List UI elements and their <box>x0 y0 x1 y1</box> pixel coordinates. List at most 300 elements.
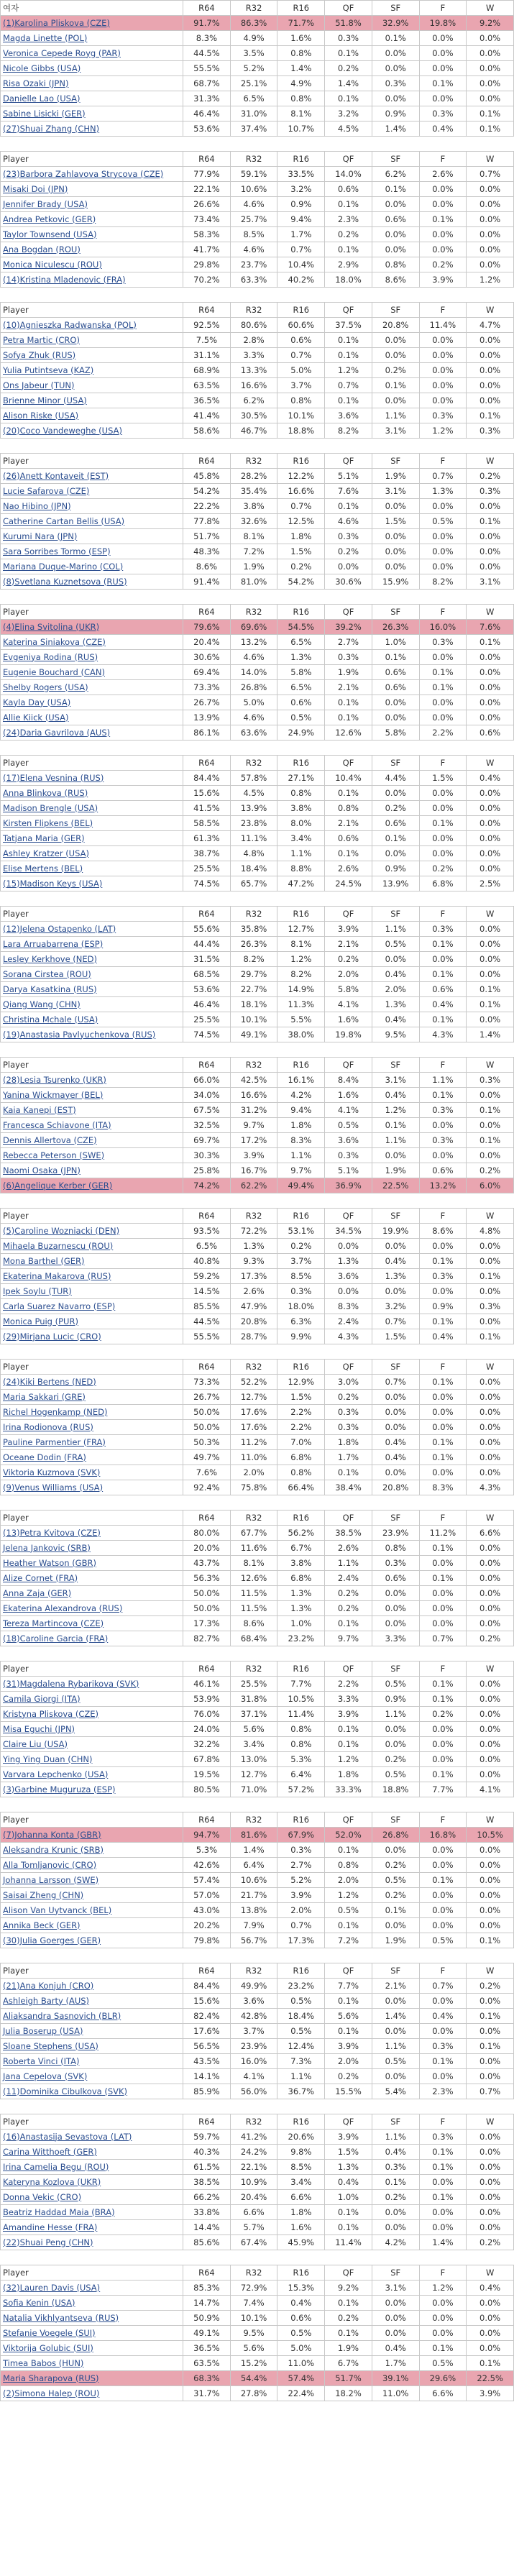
player-name-link[interactable]: (8)Svetlana Kuznetsova (RUS) <box>1 574 183 590</box>
player-row[interactable] <box>1 1012 514 1027</box>
player-row[interactable] <box>1 182 514 197</box>
player-name-link[interactable]: (24)Kiki Bertens (NED) <box>1 1375 183 1390</box>
player-row[interactable] <box>1 1118 514 1133</box>
player-name-link[interactable]: Camila Giorgi (ITA) <box>1 1692 183 1707</box>
player-name-link[interactable]: Sara Sorribes Tormo (ESP) <box>1 544 183 559</box>
probability-cell-f: 0.0% <box>419 2296 467 2311</box>
probability-cell-f: 0.0% <box>419 227 467 242</box>
player-name-link[interactable]: Ying Ying Duan (CHN) <box>1 1752 183 1767</box>
player-row[interactable] <box>1 1450 514 1465</box>
player-row[interactable] <box>1 1465 514 1480</box>
player-name-link[interactable]: Anna Blinkova (RUS) <box>1 786 183 801</box>
player-name-link[interactable]: (28)Lesia Tsurenko (UKR) <box>1 1073 183 1088</box>
player-row[interactable] <box>1 499 514 514</box>
player-name-link[interactable]: Kurumi Nara (JPN) <box>1 529 183 544</box>
player-row[interactable] <box>1 982 514 997</box>
player-name-link[interactable]: Ekaterina Alexandrova (RUS) <box>1 1601 183 1616</box>
player-name-link[interactable]: (17)Elena Vesnina (RUS) <box>1 771 183 786</box>
player-name-link[interactable]: (12)Jelena Ostapenko (LAT) <box>1 922 183 937</box>
player-row[interactable] <box>1 967 514 982</box>
player-row[interactable] <box>1 393 514 408</box>
player-name-link[interactable]: Jennifer Brady (USA) <box>1 197 183 212</box>
player-name-link[interactable]: Kristyna Pliskova (CZE) <box>1 1707 183 1722</box>
player-row[interactable] <box>1 1526 514 1541</box>
column-header-sf: SF <box>372 1058 419 1073</box>
player-name-link[interactable]: Alison Riske (USA) <box>1 408 183 423</box>
player-row[interactable] <box>1 876 514 891</box>
player-name-link[interactable]: Alize Cornet (FRA) <box>1 1571 183 1586</box>
player-name-link[interactable]: Risa Ozaki (JPN) <box>1 76 183 91</box>
player-row[interactable] <box>1 665 514 680</box>
probability-cell-r32: 54.4% <box>230 2371 277 2386</box>
player-name-link[interactable]: Irina Camelia Begu (ROU) <box>1 2160 183 2175</box>
player-name-link[interactable]: Viktorija Golubic (SUI) <box>1 2341 183 2356</box>
player-row[interactable] <box>1 2024 514 2039</box>
player-row[interactable] <box>1 91 514 106</box>
player-row[interactable] <box>1 1254 514 1269</box>
player-row[interactable] <box>1 1239 514 1254</box>
player-row[interactable] <box>1 2341 514 2356</box>
player-row[interactable] <box>1 484 514 499</box>
player-name-link[interactable]: Tatjana Maria (GER) <box>1 831 183 846</box>
player-row[interactable] <box>1 1722 514 1737</box>
probability-cell-r16: 0.8% <box>277 1465 325 1480</box>
player-row[interactable] <box>1 257 514 272</box>
player-row[interactable] <box>1 423 514 439</box>
player-row[interactable] <box>1 2356 514 2371</box>
player-name-link[interactable]: Maria Sharapova (RUS) <box>1 2371 183 2386</box>
probability-cell-r16: 0.5% <box>277 2326 325 2341</box>
player-name-link[interactable]: Nicole Gibbs (USA) <box>1 61 183 76</box>
player-row[interactable] <box>1 212 514 227</box>
player-name-link[interactable]: (4)Elina Svitolina (UKR) <box>1 620 183 635</box>
player-row[interactable] <box>1 1314 514 1329</box>
probability-cell-qf: 0.1% <box>325 1465 372 1480</box>
player-row[interactable] <box>1 31 514 46</box>
player-name-link[interactable]: Catherine Cartan Bellis (USA) <box>1 514 183 529</box>
player-row[interactable] <box>1 1994 514 2009</box>
probability-cell-r64: 14.4% <box>183 2220 231 2235</box>
player-name-link[interactable]: Dennis Allertova (CZE) <box>1 1133 183 1148</box>
player-row[interactable] <box>1 1224 514 1239</box>
player-name-link[interactable]: Monica Puig (PUR) <box>1 1314 183 1329</box>
player-name-link[interactable]: Danielle Lao (USA) <box>1 91 183 106</box>
player-row[interactable] <box>1 1752 514 1767</box>
player-row[interactable] <box>1 1677 514 1692</box>
player-row[interactable] <box>1 1103 514 1118</box>
player-name-link[interactable]: (18)Caroline Garcia (FRA) <box>1 1631 183 1646</box>
probability-cell-r32: 11.5% <box>230 1601 277 1616</box>
player-row[interactable] <box>1 227 514 242</box>
player-name-link[interactable]: Aliaksandra Sasnovich (BLR) <box>1 2009 183 2024</box>
player-name-link[interactable]: (20)Coco Vandeweghe (USA) <box>1 423 183 439</box>
player-name-link[interactable]: Ashley Kratzer (USA) <box>1 846 183 861</box>
player-row[interactable] <box>1 650 514 665</box>
player-row[interactable] <box>1 1631 514 1646</box>
player-name-link[interactable]: Yulia Putintseva (KAZ) <box>1 363 183 378</box>
player-row[interactable] <box>1 2326 514 2341</box>
section-spacer <box>1 741 514 756</box>
probability-cell-w: 0.1% <box>467 122 514 137</box>
player-row[interactable] <box>1 1390 514 1405</box>
player-row[interactable] <box>1 861 514 876</box>
player-name-link[interactable]: Naomi Osaka (JPN) <box>1 1163 183 1178</box>
player-name-link[interactable]: (26)Anett Kontaveit (EST) <box>1 469 183 484</box>
player-name-link[interactable]: (3)Garbine Muguruza (ESP) <box>1 1782 183 1797</box>
player-row[interactable] <box>1 846 514 861</box>
player-row[interactable] <box>1 2205 514 2220</box>
player-row[interactable] <box>1 2145 514 2160</box>
probability-cell-r16: 11.3% <box>277 997 325 1012</box>
player-row[interactable] <box>1 1405 514 1420</box>
player-name-link[interactable]: Richel Hogenkamp (NED) <box>1 1405 183 1420</box>
player-name-link[interactable]: (10)Agnieszka Radwanska (POL) <box>1 318 183 333</box>
player-row[interactable] <box>1 1737 514 1752</box>
player-row[interactable] <box>1 2386 514 2401</box>
player-name-link[interactable]: (24)Daria Gavrilova (AUS) <box>1 725 183 741</box>
probability-cell-r16: 1.3% <box>277 1586 325 1601</box>
player-row[interactable] <box>1 469 514 484</box>
player-name-link[interactable]: Sofia Kenin (USA) <box>1 2296 183 2311</box>
player-row[interactable] <box>1 635 514 650</box>
player-row[interactable] <box>1 710 514 725</box>
player-row[interactable] <box>1 333 514 348</box>
player-row[interactable] <box>1 786 514 801</box>
player-row[interactable] <box>1 363 514 378</box>
player-row[interactable] <box>1 1918 514 1933</box>
player-name-link[interactable]: Sloane Stephens (USA) <box>1 2039 183 2054</box>
player-name-link[interactable]: Mihaela Buzarnescu (ROU) <box>1 1239 183 1254</box>
player-name-link[interactable]: Mona Barthel (GER) <box>1 1254 183 1269</box>
player-row[interactable] <box>1 1933 514 1948</box>
player-row[interactable] <box>1 1163 514 1178</box>
probability-cell-qf: 0.2% <box>325 1601 372 1616</box>
player-name-link[interactable]: (9)Venus Williams (USA) <box>1 1480 183 1495</box>
player-name-link[interactable]: Varvara Lepchenko (USA) <box>1 1767 183 1782</box>
player-name-link[interactable]: Sofya Zhuk (RUS) <box>1 348 183 363</box>
player-row[interactable] <box>1 2160 514 2175</box>
player-row[interactable] <box>1 1858 514 1873</box>
player-name-link[interactable]: Katerina Siniakova (CZE) <box>1 635 183 650</box>
player-name-link[interactable]: Mariana Duque-Marino (COL) <box>1 559 183 574</box>
probability-cell-qf: 0.0% <box>325 1284 372 1299</box>
player-name-link[interactable]: Ipek Soylu (TUR) <box>1 1284 183 1299</box>
player-name-link[interactable]: (15)Madison Keys (USA) <box>1 876 183 891</box>
probability-cell-r16: 6.4% <box>277 1767 325 1782</box>
player-row[interactable] <box>1 1480 514 1495</box>
player-row[interactable] <box>1 2190 514 2205</box>
player-name-link[interactable]: Stefanie Voegele (SUI) <box>1 2326 183 2341</box>
probability-cell-r16: 11.4% <box>277 1707 325 1722</box>
player-name-link[interactable]: (6)Angelique Kerber (GER) <box>1 1178 183 1193</box>
player-name-link[interactable]: Donna Vekic (CRO) <box>1 2190 183 2205</box>
player-row[interactable] <box>1 1375 514 1390</box>
player-name-link[interactable]: Viktoria Kuzmova (SVK) <box>1 1465 183 1480</box>
player-name-link[interactable]: (1)Karolina Pliskova (CZE) <box>1 16 183 31</box>
player-row[interactable] <box>1 272 514 288</box>
player-row[interactable] <box>1 46 514 61</box>
player-row[interactable] <box>1 1133 514 1148</box>
player-name-link[interactable]: (29)Mirjana Lucic (CRO) <box>1 1329 183 1344</box>
player-row[interactable] <box>1 1767 514 1782</box>
player-row[interactable] <box>1 2069 514 2084</box>
player-row[interactable] <box>1 318 514 333</box>
player-row[interactable] <box>1 801 514 816</box>
player-row[interactable] <box>1 1027 514 1042</box>
player-name-link[interactable]: Irina Rodionova (RUS) <box>1 1420 183 1435</box>
player-row[interactable] <box>1 1299 514 1314</box>
player-name-link[interactable]: Sabine Lisicki (GER) <box>1 106 183 122</box>
player-name-link[interactable]: Kirsten Flipkens (BEL) <box>1 816 183 831</box>
player-row[interactable] <box>1 952 514 967</box>
player-name-link[interactable]: Madison Brengle (USA) <box>1 801 183 816</box>
player-row[interactable] <box>1 1586 514 1601</box>
player-name-link[interactable]: (31)Magdalena Rybarikova (SVK) <box>1 1677 183 1692</box>
player-name-link[interactable]: Annika Beck (GER) <box>1 1918 183 1933</box>
player-name-link[interactable]: Darya Kasatkina (RUS) <box>1 982 183 997</box>
probability-cell-f: 0.1% <box>419 1873 467 1888</box>
player-name-link[interactable]: (22)Shuai Peng (CHN) <box>1 2235 183 2250</box>
player-row[interactable] <box>1 1178 514 1193</box>
probability-cell-r16: 71.7% <box>277 16 325 31</box>
player-row[interactable] <box>1 408 514 423</box>
player-row[interactable] <box>1 1541 514 1556</box>
probability-cell-r32: 2.8% <box>230 333 277 348</box>
player-name-link[interactable]: Heather Watson (GBR) <box>1 1556 183 1571</box>
player-name-link[interactable]: (19)Anastasia Pavlyuchenkova (RUS) <box>1 1027 183 1042</box>
probability-cell-qf: 1.9% <box>325 2341 372 2356</box>
player-row[interactable] <box>1 1269 514 1284</box>
player-name-link[interactable]: (21)Ana Konjuh (CRO) <box>1 1979 183 1994</box>
player-name-link[interactable]: Maria Sakkari (GRE) <box>1 1390 183 1405</box>
player-name-link[interactable]: Alla Tomljanovic (CRO) <box>1 1858 183 1873</box>
player-row[interactable] <box>1 76 514 91</box>
player-name-link[interactable]: Brienne Minor (USA) <box>1 393 183 408</box>
player-name-link[interactable]: Kaia Kanepi (EST) <box>1 1103 183 1118</box>
player-row[interactable] <box>1 122 514 137</box>
player-row[interactable] <box>1 1873 514 1888</box>
section-header-label: Player <box>1 756 183 771</box>
player-name-link[interactable]: Aleksandra Krunic (SRB) <box>1 1843 183 1858</box>
player-row[interactable] <box>1 2235 514 2250</box>
player-row[interactable] <box>1 2175 514 2190</box>
player-row[interactable] <box>1 1843 514 1858</box>
player-name-link[interactable]: Evgeniya Rodina (RUS) <box>1 650 183 665</box>
player-row[interactable] <box>1 1707 514 1722</box>
player-name-link[interactable]: Ashleigh Barty (AUS) <box>1 1994 183 2009</box>
player-name-link[interactable]: Nao Hibino (JPN) <box>1 499 183 514</box>
player-row[interactable] <box>1 2281 514 2296</box>
player-row[interactable] <box>1 831 514 846</box>
player-name-link[interactable]: Sorana Cirstea (ROU) <box>1 967 183 982</box>
player-name-link[interactable]: Ana Bogdan (ROU) <box>1 242 183 257</box>
player-row[interactable] <box>1 559 514 574</box>
player-name-link[interactable]: Tereza Martincova (CZE) <box>1 1616 183 1631</box>
player-row[interactable] <box>1 2371 514 2386</box>
probability-cell-sf: 0.0% <box>372 197 419 212</box>
player-row[interactable] <box>1 378 514 393</box>
player-row[interactable] <box>1 1435 514 1450</box>
player-name-link[interactable]: (11)Dominika Cibulkova (SVK) <box>1 2084 183 2099</box>
player-row[interactable] <box>1 2009 514 2024</box>
column-header-sf: SF <box>372 303 419 318</box>
player-name-link[interactable]: Carina Witthoeft (GER) <box>1 2145 183 2160</box>
player-row[interactable] <box>1 2220 514 2235</box>
probability-cell-r32: 13.8% <box>230 1903 277 1918</box>
player-name-link[interactable]: (16)Anastasija Sevastova (LAT) <box>1 2130 183 2145</box>
probability-cell-sf: 3.2% <box>372 1299 419 1314</box>
player-row[interactable] <box>1 2054 514 2069</box>
player-name-link[interactable]: Lesley Kerkhove (NED) <box>1 952 183 967</box>
player-name-link[interactable]: Elise Mertens (BEL) <box>1 861 183 876</box>
player-row[interactable] <box>1 544 514 559</box>
player-row[interactable] <box>1 2130 514 2145</box>
player-name-link[interactable]: Carla Suarez Navarro (ESP) <box>1 1299 183 1314</box>
player-row[interactable] <box>1 61 514 76</box>
player-name-link[interactable]: Julia Boserup (USA) <box>1 2024 183 2039</box>
player-name-link[interactable]: Magda Linette (POL) <box>1 31 183 46</box>
player-row[interactable] <box>1 1828 514 1843</box>
player-row[interactable] <box>1 1284 514 1299</box>
player-name-link[interactable]: Qiang Wang (CHN) <box>1 997 183 1012</box>
player-name-link[interactable]: Johanna Larsson (SWE) <box>1 1873 183 1888</box>
player-name-link[interactable]: Saisai Zheng (CHN) <box>1 1888 183 1903</box>
player-name-link[interactable]: Anna Zaja (GER) <box>1 1586 183 1601</box>
player-row[interactable] <box>1 680 514 695</box>
player-row[interactable] <box>1 514 514 529</box>
player-name-link[interactable]: Ekaterina Makarova (RUS) <box>1 1269 183 1284</box>
player-row[interactable] <box>1 106 514 122</box>
player-name-link[interactable]: (30)Julia Goerges (GER) <box>1 1933 183 1948</box>
probability-cell-w: 0.3% <box>467 1073 514 1088</box>
player-name-link[interactable]: Jana Cepelova (SVK) <box>1 2069 183 2084</box>
player-name-link[interactable]: (7)Johanna Konta (GBR) <box>1 1828 183 1843</box>
player-row[interactable] <box>1 1571 514 1586</box>
probability-cell-f: 0.5% <box>419 1933 467 1948</box>
player-row[interactable] <box>1 1148 514 1163</box>
player-name-link[interactable]: Amandine Hesse (FRA) <box>1 2220 183 2235</box>
player-row[interactable] <box>1 997 514 1012</box>
player-name-link[interactable]: Francesca Schiavone (ITA) <box>1 1118 183 1133</box>
player-row[interactable] <box>1 242 514 257</box>
probability-cell-r64: 8.3% <box>183 31 231 46</box>
player-name-link[interactable]: Allie Kiick (USA) <box>1 710 183 725</box>
player-row[interactable] <box>1 937 514 952</box>
player-row[interactable] <box>1 1420 514 1435</box>
player-row[interactable] <box>1 2311 514 2326</box>
player-name-link[interactable]: Natalia Vikhlyantseva (RUS) <box>1 2311 183 2326</box>
player-name-link[interactable]: Ons Jabeur (TUN) <box>1 378 183 393</box>
player-row[interactable] <box>1 574 514 590</box>
player-name-link[interactable]: Kayla Day (USA) <box>1 695 183 710</box>
player-row[interactable] <box>1 16 514 31</box>
player-row[interactable] <box>1 1979 514 1994</box>
column-header-r16: R16 <box>277 303 325 318</box>
player-row[interactable] <box>1 1692 514 1707</box>
probability-cell-r32: 16.0% <box>230 2054 277 2069</box>
probability-cell-f: 8.2% <box>419 574 467 590</box>
player-name-link[interactable]: Rebecca Peterson (SWE) <box>1 1148 183 1163</box>
player-name-link[interactable]: Beatriz Haddad Maia (BRA) <box>1 2205 183 2220</box>
probability-cell-r64: 40.3% <box>183 2145 231 2160</box>
player-row[interactable] <box>1 725 514 741</box>
player-name-link[interactable]: Alison Van Uytvanck (BEL) <box>1 1903 183 1918</box>
player-row[interactable] <box>1 1088 514 1103</box>
player-name-link[interactable]: (23)Barbora Zahlavova Strycova (CZE) <box>1 167 183 182</box>
player-row[interactable] <box>1 1601 514 1616</box>
player-row[interactable] <box>1 816 514 831</box>
player-name-link[interactable]: Petra Martic (CRO) <box>1 333 183 348</box>
player-row[interactable] <box>1 771 514 786</box>
probability-cell-r16: 9.4% <box>277 1103 325 1118</box>
player-name-link[interactable]: Misaki Doi (JPN) <box>1 182 183 197</box>
probability-cell-w: 6.0% <box>467 1178 514 1193</box>
player-row[interactable] <box>1 1782 514 1797</box>
player-row[interactable] <box>1 2039 514 2054</box>
player-row[interactable] <box>1 1073 514 1088</box>
player-name-link[interactable]: (32)Lauren Davis (USA) <box>1 2281 183 2296</box>
player-row[interactable] <box>1 1616 514 1631</box>
player-row[interactable] <box>1 2084 514 2099</box>
player-row[interactable] <box>1 1329 514 1344</box>
player-row[interactable] <box>1 167 514 182</box>
probability-cell-sf: 0.4% <box>372 1435 419 1450</box>
player-name-link[interactable]: (13)Petra Kvitova (CZE) <box>1 1526 183 1541</box>
player-row[interactable] <box>1 197 514 212</box>
probability-cell-w: 0.0% <box>467 1586 514 1601</box>
player-name-link[interactable]: Andrea Petkovic (GER) <box>1 212 183 227</box>
player-name-link[interactable]: Pauline Parmentier (FRA) <box>1 1435 183 1450</box>
player-name-link[interactable]: Veronica Cepede Royg (PAR) <box>1 46 183 61</box>
player-row[interactable] <box>1 922 514 937</box>
player-row[interactable] <box>1 1556 514 1571</box>
player-row[interactable] <box>1 695 514 710</box>
player-name-link[interactable]: Yanina Wickmayer (BEL) <box>1 1088 183 1103</box>
probability-cell-qf: 2.6% <box>325 861 372 876</box>
column-header-qf: QF <box>325 605 372 620</box>
probability-cell-r16: 6.8% <box>277 1571 325 1586</box>
player-name-link[interactable]: Timea Babos (HUN) <box>1 2356 183 2371</box>
player-name-link[interactable]: (14)Kristina Mladenovic (FRA) <box>1 272 183 288</box>
player-name-link[interactable]: Kateryna Kozlova (UKR) <box>1 2175 183 2190</box>
player-name-link[interactable]: Oceane Dodin (FRA) <box>1 1450 183 1465</box>
player-name-link[interactable]: (27)Shuai Zhang (CHN) <box>1 122 183 137</box>
probability-cell-w: 0.0% <box>467 680 514 695</box>
player-name-link[interactable]: Christina Mchale (USA) <box>1 1012 183 1027</box>
player-name-link[interactable]: Taylor Townsend (USA) <box>1 227 183 242</box>
probability-cell-r16: 54.5% <box>277 620 325 635</box>
player-row[interactable] <box>1 620 514 635</box>
probability-cell-r32: 4.8% <box>230 846 277 861</box>
player-row[interactable] <box>1 348 514 363</box>
player-name-link[interactable]: (5)Caroline Wozniacki (DEN) <box>1 1224 183 1239</box>
player-name-link[interactable]: Jelena Jankovic (SRB) <box>1 1541 183 1556</box>
player-row[interactable] <box>1 2296 514 2311</box>
player-name-link[interactable]: Shelby Rogers (USA) <box>1 680 183 695</box>
player-name-link[interactable]: Eugenie Bouchard (CAN) <box>1 665 183 680</box>
player-name-link[interactable]: (2)Simona Halep (ROU) <box>1 2386 183 2401</box>
player-name-link[interactable]: Claire Liu (USA) <box>1 1737 183 1752</box>
player-row[interactable] <box>1 1903 514 1918</box>
player-row[interactable] <box>1 529 514 544</box>
player-name-link[interactable]: Roberta Vinci (ITA) <box>1 2054 183 2069</box>
player-name-link[interactable]: Lara Arruabarrena (ESP) <box>1 937 183 952</box>
player-name-link[interactable]: Lucie Safarova (CZE) <box>1 484 183 499</box>
probability-cell-f: 0.0% <box>419 1888 467 1903</box>
player-name-link[interactable]: Monica Niculescu (ROU) <box>1 257 183 272</box>
player-name-link[interactable]: Misa Eguchi (JPN) <box>1 1722 183 1737</box>
player-row[interactable] <box>1 1888 514 1903</box>
